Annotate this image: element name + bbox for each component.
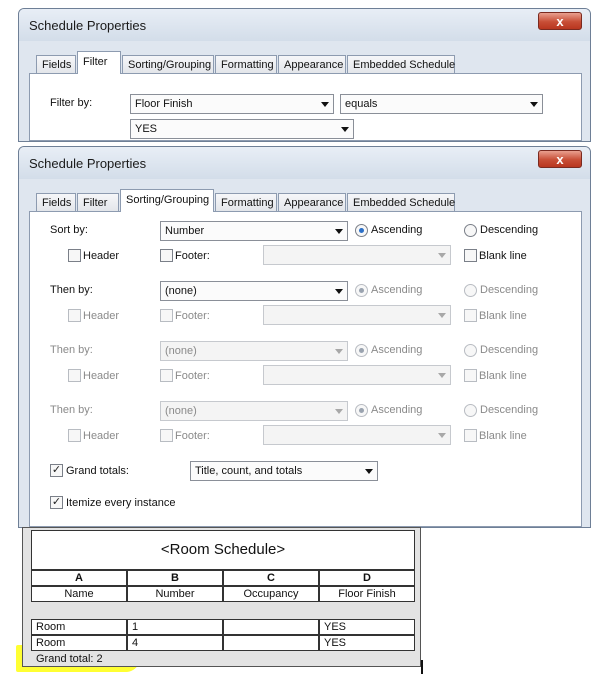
then-header-label: Header xyxy=(83,310,120,322)
then-by-value: (none) xyxy=(165,285,197,297)
sort-ascending-label: Ascending xyxy=(371,224,423,236)
close-icon: x xyxy=(556,152,564,167)
grand-total-text: Grand total: 2 xyxy=(36,653,103,665)
filter-condition-value: equals xyxy=(345,98,378,110)
tab-embedded-schedule[interactable]: Embedded Schedule xyxy=(347,55,455,73)
then-3-header-checkbox[interactable] xyxy=(68,429,81,442)
table-row-2-occupancy[interactable] xyxy=(223,635,319,651)
column-header-floor-finish[interactable]: Floor Finish xyxy=(319,586,415,602)
then-by-label: Then by: xyxy=(50,284,93,296)
table-row-1-floor-finish[interactable]: YES xyxy=(319,619,415,635)
then-3-descending-radio[interactable] xyxy=(464,404,477,417)
then-2-ascending-label: Ascending xyxy=(371,344,423,356)
schedule-properties-dialog-sorting xyxy=(18,146,591,528)
chevron-down-icon xyxy=(530,102,538,107)
tab-formatting[interactable]: Formatting xyxy=(215,55,277,73)
chevron-down-icon xyxy=(438,373,446,378)
sort-descending-radio[interactable] xyxy=(464,224,477,237)
table-row-2-name[interactable]: Room xyxy=(31,635,127,651)
itemize-label: Itemize every instance xyxy=(66,497,176,509)
filter-by-label: Filter by: xyxy=(50,97,93,109)
table-row-1-name[interactable]: Room xyxy=(31,619,127,635)
chevron-down-icon xyxy=(335,289,343,294)
sort-by-value: Number xyxy=(165,225,205,237)
table-row-1-occupancy[interactable] xyxy=(223,619,319,635)
tab-appearance[interactable]: Appearance xyxy=(278,193,346,211)
tab-appearance[interactable]: Appearance xyxy=(278,55,346,73)
then-2-header-checkbox[interactable] xyxy=(68,369,81,382)
chevron-down-icon xyxy=(438,253,446,258)
close-button[interactable] xyxy=(538,150,582,168)
then-3-footer-label: Footer: xyxy=(175,430,210,442)
then-footer-dropdown[interactable] xyxy=(263,305,451,325)
sort-descending-label: Descending xyxy=(480,224,539,236)
then-2-descending-radio[interactable] xyxy=(464,344,477,357)
tab-filter[interactable]: Filter xyxy=(77,193,119,211)
sort-by-dropdown[interactable] xyxy=(160,221,348,241)
then-2-header-label: Header xyxy=(83,370,120,382)
sorting-grouping-panel xyxy=(29,211,582,527)
room-schedule xyxy=(22,527,421,667)
chevron-down-icon xyxy=(335,409,343,414)
chevron-down-icon xyxy=(341,127,349,132)
then-descending-radio[interactable] xyxy=(464,284,477,297)
then-2-footer-label: Footer: xyxy=(175,370,210,382)
then-3-header-label: Header xyxy=(83,430,120,442)
column-header-number[interactable]: Number xyxy=(127,586,223,602)
then-3-ascending-label: Ascending xyxy=(371,404,423,416)
dialog-titlebar[interactable] xyxy=(19,147,590,179)
sort-header-label: Header xyxy=(83,250,120,262)
table-row-2-number[interactable]: 4 xyxy=(127,635,223,651)
column-header-occupancy[interactable]: Occupancy xyxy=(223,586,319,602)
chevron-down-icon xyxy=(438,433,446,438)
dialog-title: Schedule Properties xyxy=(29,18,147,33)
filter-field-value: Floor Finish xyxy=(135,98,193,110)
then-by-3-dropdown[interactable] xyxy=(160,401,348,421)
grand-totals-label: Grand totals: xyxy=(66,465,129,477)
chevron-down-icon xyxy=(335,349,343,354)
chevron-down-icon xyxy=(365,469,373,474)
then-2-footer-checkbox[interactable] xyxy=(160,369,173,382)
filter-field-dropdown[interactable] xyxy=(130,94,334,114)
then-2-blank-line-checkbox[interactable] xyxy=(464,369,477,382)
column-letter-c[interactable]: C xyxy=(223,570,319,586)
tab-fields[interactable]: Fields xyxy=(36,193,76,211)
column-header-name[interactable]: Name xyxy=(31,586,127,602)
tab-embedded-schedule[interactable]: Embedded Schedule xyxy=(347,193,455,211)
grand-totals-checkbox[interactable]: ✓ xyxy=(51,464,62,476)
tab-formatting[interactable]: Formatting xyxy=(215,193,277,211)
chevron-down-icon xyxy=(438,313,446,318)
dialog-title: Schedule Properties xyxy=(29,156,147,171)
chevron-down-icon xyxy=(335,229,343,234)
filter-value-dropdown[interactable] xyxy=(130,119,354,139)
then-2-ascending-radio[interactable] xyxy=(355,344,368,357)
then-by-2-dropdown[interactable] xyxy=(160,341,348,361)
then-footer-checkbox[interactable] xyxy=(160,309,173,322)
then-3-footer-dropdown[interactable] xyxy=(263,425,451,445)
then-2-footer-dropdown[interactable] xyxy=(263,365,451,385)
then-descending-label: Descending xyxy=(480,284,539,296)
then-footer-label: Footer: xyxy=(175,310,210,322)
sort-footer-dropdown[interactable] xyxy=(263,245,451,265)
filter-condition-dropdown[interactable] xyxy=(340,94,543,114)
sort-ascending-radio[interactable] xyxy=(355,224,368,237)
tab-fields[interactable]: Fields xyxy=(36,55,76,73)
then-by-dropdown[interactable] xyxy=(160,281,348,301)
then-3-footer-checkbox[interactable] xyxy=(160,429,173,442)
column-letter-a[interactable]: A xyxy=(31,570,127,586)
then-by-2-value: (none) xyxy=(165,345,197,357)
dialog-titlebar[interactable] xyxy=(19,9,590,41)
tab-filter[interactable]: Filter xyxy=(77,51,121,74)
table-row-1-number[interactable]: 1 xyxy=(127,619,223,635)
schedule-properties-dialog-filter xyxy=(18,8,591,142)
schedule-title-text: <Room Schedule> xyxy=(160,541,286,558)
close-icon: x xyxy=(556,14,564,29)
sort-by-label: Sort by: xyxy=(50,224,88,236)
grand-totals-dropdown[interactable] xyxy=(190,461,378,481)
then-3-blank-line-checkbox[interactable] xyxy=(464,429,477,442)
then-by-3-value: (none) xyxy=(165,405,197,417)
filter-value: YES xyxy=(135,123,158,135)
then-by-2-label: Then by: xyxy=(50,344,93,356)
then-ascending-label: Ascending xyxy=(371,284,423,296)
then-2-blank-line-label: Blank line xyxy=(479,370,527,382)
sort-header-checkbox[interactable] xyxy=(68,249,81,262)
sort-blank-line-checkbox[interactable] xyxy=(464,249,477,262)
itemize-checkbox[interactable]: ✓ xyxy=(51,496,62,508)
sort-blank-line-label: Blank line xyxy=(479,250,527,262)
then-2-descending-label: Descending xyxy=(480,344,539,356)
sort-footer-label: Footer: xyxy=(175,250,210,262)
text-cursor xyxy=(421,660,423,674)
filter-panel xyxy=(29,73,582,141)
then-blank-line-checkbox[interactable] xyxy=(464,309,477,322)
then-header-checkbox[interactable] xyxy=(68,309,81,322)
then-by-3-label: Then by: xyxy=(50,404,93,416)
tab-sorting-grouping[interactable]: Sorting/Grouping xyxy=(122,55,214,73)
schedule-title xyxy=(31,530,415,570)
close-button[interactable] xyxy=(538,12,582,30)
then-ascending-radio[interactable] xyxy=(355,284,368,297)
table-row-2-floor-finish[interactable]: YES xyxy=(319,635,415,651)
grand-totals-value: Title, count, and totals xyxy=(195,465,303,477)
column-letter-b[interactable]: B xyxy=(127,570,223,586)
then-3-blank-line-label: Blank line xyxy=(479,430,527,442)
chevron-down-icon xyxy=(321,102,329,107)
tab-sorting-grouping[interactable]: Sorting/Grouping xyxy=(120,189,214,212)
sort-footer-checkbox[interactable] xyxy=(160,249,173,262)
then-3-ascending-radio[interactable] xyxy=(355,404,368,417)
then-blank-line-label: Blank line xyxy=(479,310,527,322)
column-letter-d[interactable]: D xyxy=(319,570,415,586)
then-3-descending-label: Descending xyxy=(480,404,539,416)
